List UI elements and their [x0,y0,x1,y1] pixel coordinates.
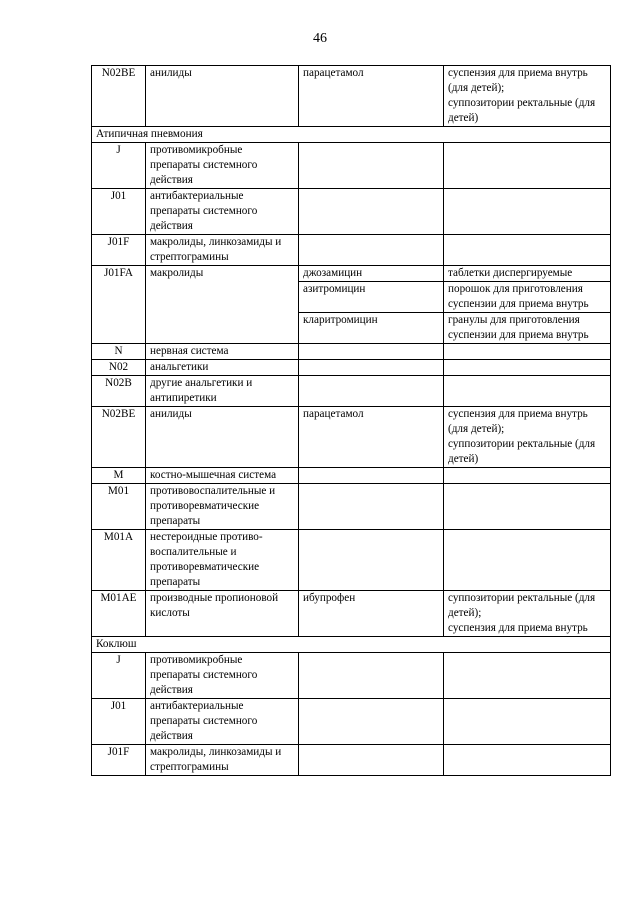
form-cell [444,745,611,776]
substance-cell [299,376,444,407]
form-cell [444,484,611,530]
atc-code-cell: M01A [92,530,146,591]
table-row [92,468,611,484]
section-row [92,637,611,653]
form-cell: гранулы для приготовления суспензии для приема внутрь [444,313,611,344]
table-row [92,484,611,530]
substance-cell: кларитромицин [299,313,444,344]
group-cell: анальгетики [146,360,299,376]
substance-cell: парацетамол [299,407,444,468]
group-cell: макролиды, линкозамиды и стрептограмины [146,235,299,266]
substance-cell [299,344,444,360]
group-cell: костно-мышечная система [146,468,299,484]
substance-cell: парацетамол [299,66,444,127]
section-row [92,127,611,143]
group-cell: макролиды, линкозамиды и стрептограмины [146,745,299,776]
atc-code-cell: N02BE [92,66,146,127]
group-cell: макролиды [146,266,299,344]
group-cell: анилиды [146,66,299,127]
form-cell: суспензия для приема внутрь (для детей); суппозитории ректальные (для детей) [444,407,611,468]
atc-code-cell: J01 [92,699,146,745]
atc-code-cell: J01 [92,189,146,235]
atc-code-cell: N02 [92,360,146,376]
page-number: 46 [313,31,327,46]
substance-cell [299,235,444,266]
substance-cell [299,530,444,591]
substance-cell [299,699,444,745]
substance-cell [299,143,444,189]
atc-code-cell: J [92,653,146,699]
table-row [92,745,611,776]
atc-code-cell: J01FA [92,266,146,344]
table-row [92,266,611,282]
table-row [92,344,611,360]
form-cell [444,235,611,266]
table-row [92,699,611,745]
table-row [92,189,611,235]
form-cell [444,189,611,235]
table-row [92,66,611,127]
form-cell: суппозитории ректальные (для детей); суспензия для приема внутрь [444,591,611,637]
table-row [92,143,611,189]
form-cell [444,376,611,407]
substance-cell: джозамицин [299,266,444,282]
table-row [92,653,611,699]
form-cell [444,699,611,745]
substance-cell: ибупрофен [299,591,444,637]
table-row [92,530,611,591]
atc-code-cell: N02B [92,376,146,407]
atc-code-cell: J [92,143,146,189]
group-cell: противомикробные препараты системного действия [146,143,299,189]
group-cell: нервная система [146,344,299,360]
substance-cell [299,468,444,484]
atc-code-cell: N02BE [92,407,146,468]
atc-code-cell: M [92,468,146,484]
form-cell [444,468,611,484]
atc-code-cell: J01F [92,235,146,266]
section-title: Коклюш [92,637,611,653]
section-title: Атипичная пневмония [92,127,611,143]
substance-cell [299,745,444,776]
group-cell: антибактериальные препараты системного действия [146,189,299,235]
substance-cell [299,653,444,699]
substance-cell [299,484,444,530]
group-cell: нестероидные противо-воспалительные и противоревматические препараты [146,530,299,591]
group-cell: анилиды [146,407,299,468]
form-cell [444,653,611,699]
table-row [92,360,611,376]
group-cell: антибактериальные препараты системного действия [146,699,299,745]
atc-code-cell: N [92,344,146,360]
substance-cell [299,360,444,376]
form-cell [444,360,611,376]
drug-table-body [92,66,611,776]
substance-cell [299,189,444,235]
drug-table [91,65,611,776]
form-cell: порошок для приготовления суспензии для приема внутрь [444,282,611,313]
substance-cell: азитромицин [299,282,444,313]
table-row [92,407,611,468]
form-cell [444,344,611,360]
form-cell [444,143,611,189]
group-cell: противовоспалительные и противоревматические препараты [146,484,299,530]
table-row [92,376,611,407]
table-row [92,591,611,637]
form-cell [444,530,611,591]
group-cell: противомикробные препараты системного действия [146,653,299,699]
form-cell: таблетки диспергируемые [444,266,611,282]
atc-code-cell: M01 [92,484,146,530]
atc-code-cell: M01AE [92,591,146,637]
group-cell: другие анальгетики и антипиретики [146,376,299,407]
table-row [92,235,611,266]
group-cell: производные пропионовой кислоты [146,591,299,637]
form-cell: суспензия для приема внутрь (для детей); суппозитории ректальные (для детей) [444,66,611,127]
atc-code-cell: J01F [92,745,146,776]
